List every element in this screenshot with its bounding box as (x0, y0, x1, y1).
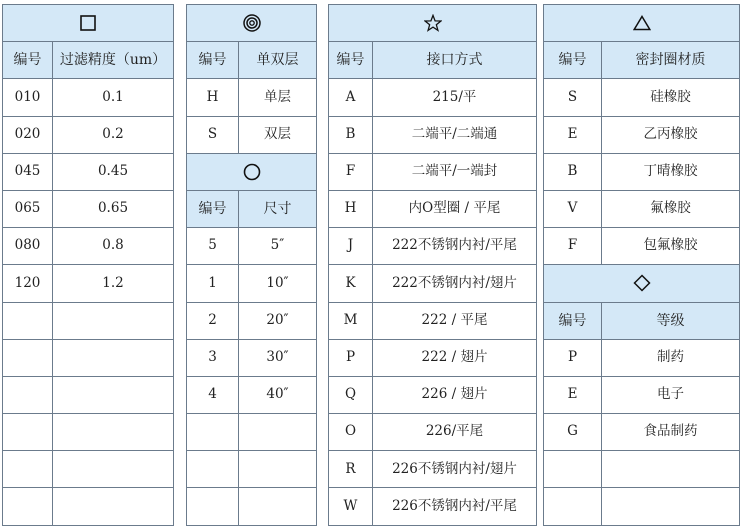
table-row (544, 376, 740, 413)
code-cell: K (329, 265, 373, 302)
table-row (544, 190, 740, 227)
table-row (187, 376, 317, 413)
triangle-icon (633, 15, 651, 31)
value-cell: 1.2 (53, 265, 174, 302)
table-row (187, 302, 317, 339)
code-cell: O (329, 414, 373, 451)
table-row (329, 153, 537, 190)
triangle-symbol-header (544, 5, 740, 42)
empty-row (187, 488, 317, 525)
code-cell: Q (329, 376, 373, 413)
diamond-symbol-header (544, 265, 740, 302)
filter-precision-table (2, 4, 174, 526)
code-cell: S (187, 116, 239, 153)
code-cell: E (544, 116, 602, 153)
empty-row (544, 451, 740, 488)
table-row (329, 228, 537, 265)
value-cell: 单层 (239, 79, 317, 116)
table-row (187, 116, 317, 153)
empty-row (3, 302, 174, 339)
code-cell: 010 (3, 79, 53, 116)
table-row (544, 228, 740, 265)
table-row (329, 116, 537, 153)
value-cell: 10″ (239, 265, 317, 302)
star-symbol-header (329, 5, 537, 42)
value-cell: 制药 (602, 339, 740, 376)
table-row (3, 116, 174, 153)
code-cell: F (544, 228, 602, 265)
code-cell: S (544, 79, 602, 116)
empty-row (544, 488, 740, 525)
circle-icon (243, 163, 261, 181)
value-cell: 226 / 翅片 (373, 376, 537, 413)
table-row (187, 228, 317, 265)
circle-symbol-header (187, 153, 317, 190)
code-cell: P (329, 339, 373, 376)
code-cell: 3 (187, 339, 239, 376)
table-row (3, 190, 174, 227)
table-row (3, 228, 174, 265)
empty-row (187, 451, 317, 488)
table-row (544, 79, 740, 116)
column-header-code: 编号 (187, 190, 239, 227)
code-cell: B (544, 153, 602, 190)
code-cell: F (329, 153, 373, 190)
code-cell: 5 (187, 228, 239, 265)
table-row (187, 339, 317, 376)
column-header-seal-material: 密封圈材质 (602, 42, 740, 79)
code-cell: H (187, 79, 239, 116)
code-cell: 080 (3, 228, 53, 265)
code-cell: 1 (187, 265, 239, 302)
table-row (3, 153, 174, 190)
column-header-code: 编号 (544, 42, 602, 79)
column-header-size: 尺寸 (239, 190, 317, 227)
value-cell: 222不锈钢内衬/翅片 (373, 265, 537, 302)
code-cell: 065 (3, 190, 53, 227)
code-cell: A (329, 79, 373, 116)
table-row (329, 376, 537, 413)
value-cell: 乙丙橡胶 (602, 116, 740, 153)
value-cell: 氟橡胶 (602, 190, 740, 227)
column-header-code: 编号 (3, 42, 53, 79)
table-row (3, 79, 174, 116)
table-row (329, 190, 537, 227)
empty-row (3, 414, 174, 451)
value-cell: 二端平/二端通 (373, 116, 537, 153)
value-cell: 电子 (602, 376, 740, 413)
value-cell: 0.45 (53, 153, 174, 190)
column-header-layer: 单双层 (239, 42, 317, 79)
value-cell: 内O型圈 / 平尾 (373, 190, 537, 227)
empty-row (3, 451, 174, 488)
code-cell: 2 (187, 302, 239, 339)
layer-and-size-table (186, 4, 317, 526)
code-cell: M (329, 302, 373, 339)
value-cell: 5″ (239, 228, 317, 265)
code-cell: V (544, 190, 602, 227)
table-row (187, 265, 317, 302)
code-cell: W (329, 488, 373, 525)
interface-type-table (328, 4, 537, 526)
empty-row (3, 488, 174, 525)
table-row (544, 414, 740, 451)
code-cell: J (329, 228, 373, 265)
table-row (329, 339, 537, 376)
value-cell: 215/平 (373, 79, 537, 116)
value-cell: 222不锈钢内衬/平尾 (373, 228, 537, 265)
column-header-code: 编号 (187, 42, 239, 79)
table-row (544, 116, 740, 153)
code-cell: B (329, 116, 373, 153)
value-cell: 硅橡胶 (602, 79, 740, 116)
value-cell: 0.1 (53, 79, 174, 116)
value-cell: 40″ (239, 376, 317, 413)
value-cell: 30″ (239, 339, 317, 376)
empty-row (187, 414, 317, 451)
column-header-code: 编号 (329, 42, 373, 79)
diamond-icon (633, 274, 651, 292)
value-cell: 双层 (239, 116, 317, 153)
code-cell: 120 (3, 265, 53, 302)
value-cell: 226不锈钢内衬/翅片 (373, 451, 537, 488)
table-row (329, 265, 537, 302)
square-symbol-header (3, 5, 174, 42)
value-cell: 222 / 翅片 (373, 339, 537, 376)
value-cell: 包氟橡胶 (602, 228, 740, 265)
column-header-interface: 接口方式 (373, 42, 537, 79)
empty-row (3, 339, 174, 376)
table-row (329, 302, 537, 339)
table-row (187, 79, 317, 116)
table-row (3, 265, 174, 302)
square-icon (80, 15, 96, 31)
code-cell: 045 (3, 153, 53, 190)
column-header-grade: 等级 (602, 302, 740, 339)
code-cell: E (544, 376, 602, 413)
star-icon (424, 14, 442, 32)
code-cell: 020 (3, 116, 53, 153)
code-cell: P (544, 339, 602, 376)
value-cell: 222 / 平尾 (373, 302, 537, 339)
value-cell: 0.65 (53, 190, 174, 227)
table-row (329, 488, 537, 525)
value-cell: 226/平尾 (373, 414, 537, 451)
table-row (544, 153, 740, 190)
value-cell: 食品制药 (602, 414, 740, 451)
value-cell: 0.8 (53, 228, 174, 265)
column-header-precision: 过滤精度（um） (53, 42, 174, 79)
table-row (329, 451, 537, 488)
table-row (329, 79, 537, 116)
value-cell: 二端平/一端封 (373, 153, 537, 190)
code-cell: R (329, 451, 373, 488)
code-cell: G (544, 414, 602, 451)
code-cell: 4 (187, 376, 239, 413)
empty-row (3, 376, 174, 413)
value-cell: 0.2 (53, 116, 174, 153)
value-cell: 20″ (239, 302, 317, 339)
value-cell: 226不锈钢内衬/平尾 (373, 488, 537, 525)
seal-material-and-grade-table (543, 4, 740, 526)
value-cell: 丁晴橡胶 (602, 153, 740, 190)
double-circle-icon (243, 14, 261, 32)
table-row (544, 339, 740, 376)
column-header-code: 编号 (544, 302, 602, 339)
code-cell: H (329, 190, 373, 227)
table-row (329, 414, 537, 451)
double-circle-symbol-header (187, 5, 317, 42)
